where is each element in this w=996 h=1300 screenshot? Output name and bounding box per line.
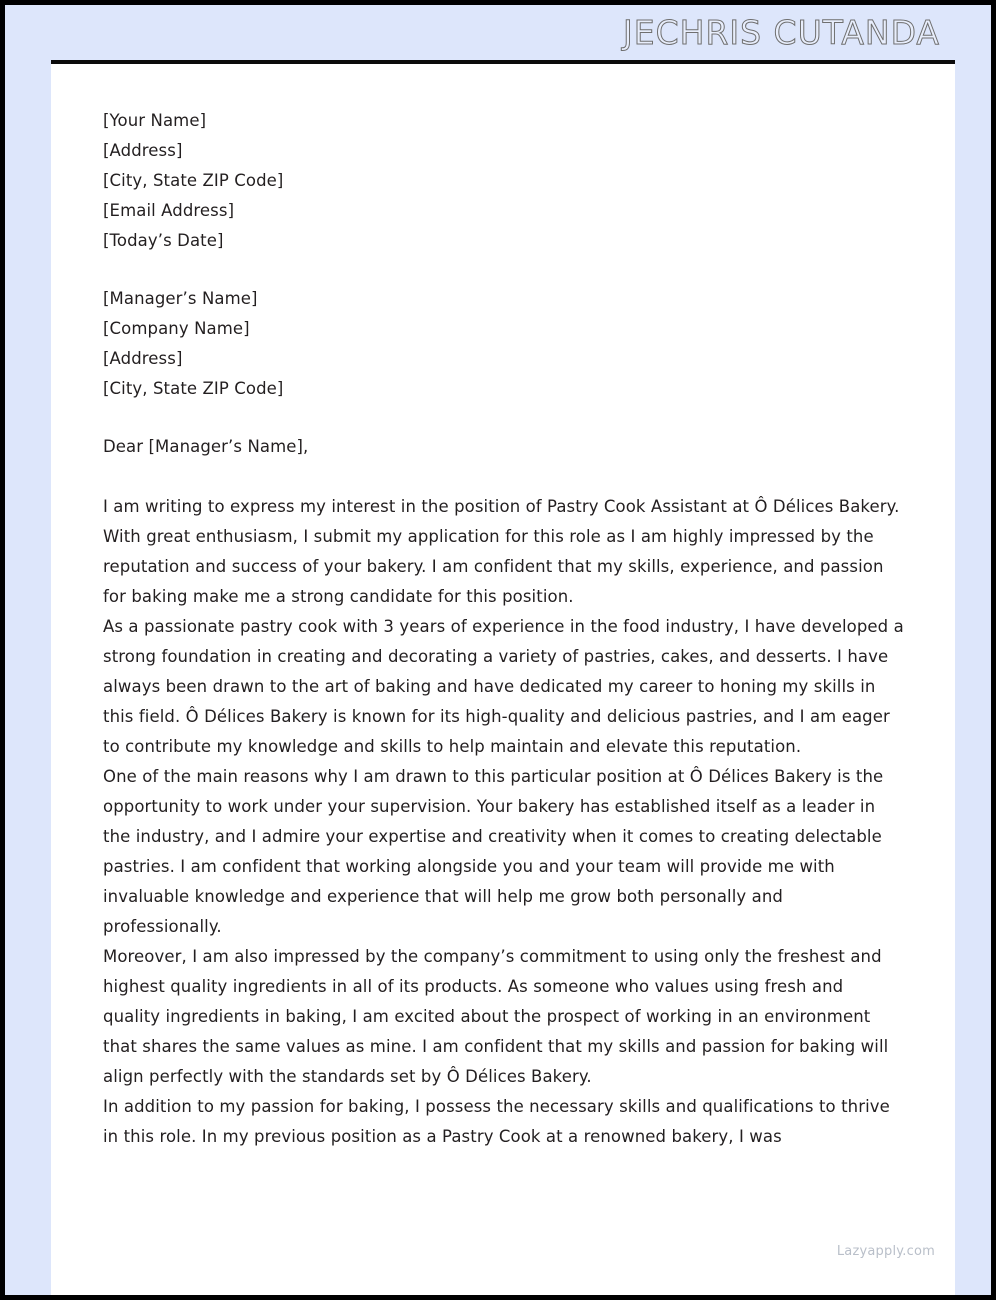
letter-paragraph: Moreover, I am also impressed by the company’s commitment to using only the freshest and highest quality ingredients in all of its products. As someone who values using fresh and quality ingredients in baking, I am excited about the prospect of working in an environment that shares the same values as mine. I am confident that my skills and passion for baking will align perfectly with the standards set by Ô Délices Bakery. — [103, 947, 889, 1086]
recipient-line: [Address] — [103, 349, 183, 368]
letter-paragraph: I am writing to express my interest in the position of Pastry Cook Assistant at Ô Délices Bakery. With great enthusiasm, I submit my application for this role as I am highly impressed by the reputation and success of your bakery. I am confident that my skills, experience, and passion for baking make me a strong candidate for this position. — [103, 497, 900, 606]
sender-line: [Address] — [103, 141, 183, 160]
letter-paragraph: In addition to my passion for baking, I possess the necessary skills and qualifications to thrive in this role. In my previous position as a Pastry Cook at a renowned bakery, I was — [103, 1097, 890, 1146]
sender-address-block — [103, 106, 905, 256]
sender-line: [Your Name] — [103, 111, 207, 130]
recipient-address-block — [103, 284, 905, 404]
sender-line: [City, State ZIP Code] — [103, 171, 284, 190]
recipient-line: [Manager’s Name] — [103, 289, 258, 308]
recipient-line: [City, State ZIP Code] — [103, 379, 284, 398]
recipient-line: [Company Name] — [103, 319, 250, 338]
sender-line: [Email Address] — [103, 201, 235, 220]
document-header — [10, 10, 986, 55]
letter-paragraph: As a passionate pastry cook with 3 years of experience in the food industry, I have developed a strong foundation in creating and decorating a variety of pastries, cakes, and desserts. I have always been drawn to the art of baking and have dedicated my career to honing my skills in this field. Ô Délices Bakery is known for its high-quality and delicious pastries, and I am eager to contribute my knowledge and skills to help maintain and elevate this reputation. — [103, 617, 904, 756]
letter-paragraph: One of the main reasons why I am drawn to this particular position at Ô Délices Bakery is the opportunity to work under your supervision. Your bakery has established itself as a leader in the industry, and I admire your expertise and creativity when it comes to creating delectable pastries. I am confident that working alongside you and your team will provide me with invaluable knowledge and experience that will help me grow both personally and professionally. — [103, 767, 884, 936]
sender-line: [Today’s Date] — [103, 231, 224, 250]
cover-letter-body — [51, 60, 955, 1300]
watermark: Lazyapply.com — [836, 1244, 935, 1259]
page-title: JECHRIS CUTANDA — [623, 13, 940, 52]
salutation: Dear [Manager’s Name], — [103, 437, 309, 456]
